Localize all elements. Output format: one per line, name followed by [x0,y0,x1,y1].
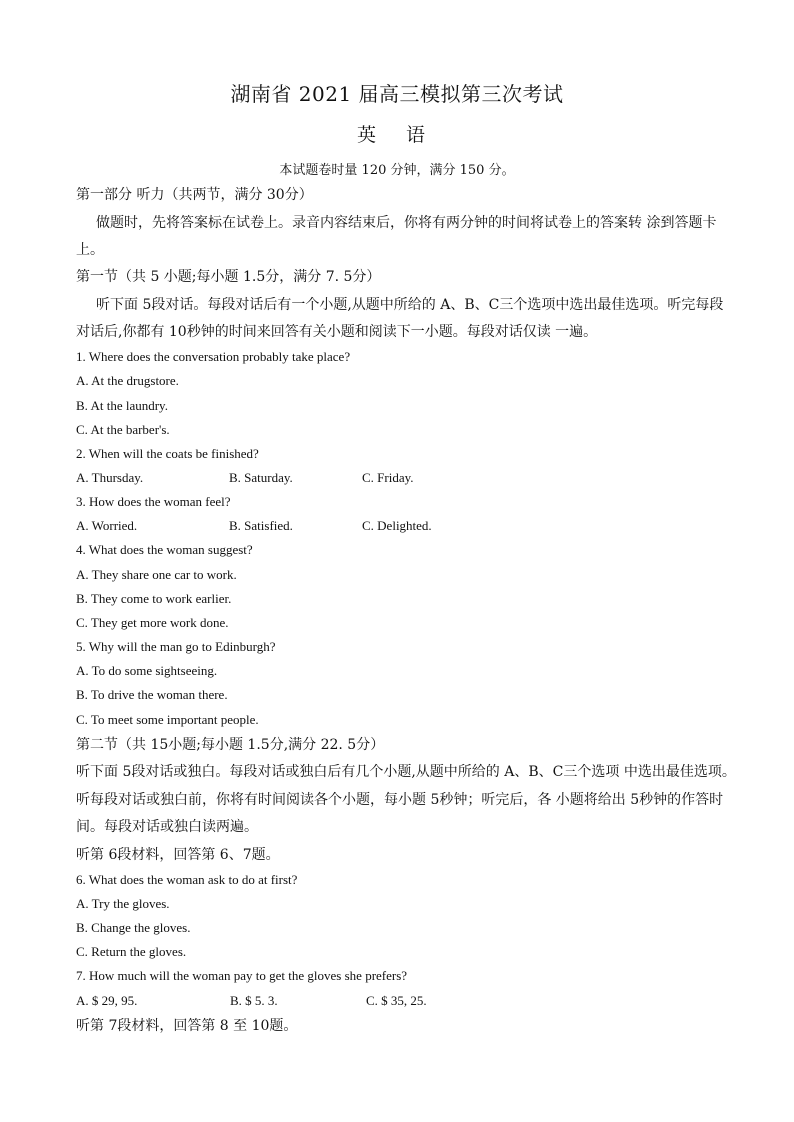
question-5-option-a: A. To do some sightseeing. [76,663,218,678]
question-2-option-b: B. Saturday. [229,470,293,485]
question-1-option-c: C. At the barber's. [76,422,170,437]
question-5-stem: 5. Why will the man go to Edinburgh? [76,639,276,654]
material-6-heading: 听第 6段材料，回答第 6、7题。 [76,847,280,863]
exam-time-note: 本试题卷时量 120 分钟，满分 150 分。 [279,163,515,178]
section2-instruction-line3: 间。每段对话或独白读两遍。 [76,819,258,835]
part1-instruction-line2: 上。 [76,242,104,258]
subject-title: 英 语 [356,124,438,146]
question-4-option-a: A. They share one car to work. [76,567,237,582]
material-7-heading: 听第 7段材料，回答第 8 至 10题。 [76,1018,298,1034]
part1-instruction-line1: 做题时，先将答案标在试卷上。录音内容结束后，你将有两分钟的时间将试卷上的答案转 涂到答题卡 [96,215,717,231]
question-6-option-b: B. Change the gloves. [76,920,191,935]
question-3-option-c: C. Delighted. [362,518,432,533]
section2-instruction-line1: 听下面 5段对话或独白。每段对话或独白后有几个小题,从题中所给的 A、B、C三个选项 中选出最佳选项。 [76,764,736,780]
question-4-stem: 4. What does the woman suggest? [76,542,253,557]
question-2-option-c: C. Friday. [362,470,414,485]
question-1-stem: 1. Where does the conversation probably take place? [76,349,351,364]
section2-instruction-line2: 听每段对话或独白前，你将有时间阅读各个小题，每小题 5秒钟；听完后，各 小题将给出 5秒钟的作答时 [76,792,724,808]
question-1-option-b: B. At the laundry. [76,398,168,413]
page-title: 湖南省 2021 届高三模拟第三次考试 [230,82,564,106]
question-2-stem: 2. When will the coats be finished? [76,446,259,461]
question-3-option-a: A. Worried. [76,518,138,533]
part1-heading: 第一部分 听力（共两节，满分 30分） [76,187,313,203]
section1-heading: 第一节（共 5 小题;每小题 1.5分，满分 7. 5分） [76,269,381,285]
question-2-option-a: A. Thursday. [76,470,144,485]
question-4-option-c: C. They get more work done. [76,615,229,630]
question-7-stem: 7. How much will the woman pay to get the gloves she prefers? [76,968,408,983]
section2-heading: 第二节（共 15小题;每小题 1.5分,满分 22. 5分） [76,737,385,753]
section1-instruction-line1: 听下面 5段对话。每段对话后有一个小题,从题中所给的 A、B、C三个选项中选出最佳选项。听完每段 [96,297,724,313]
question-7-option-a: A. $ 29, 95. [76,993,138,1008]
question-7-option-b: B. $ 5. 3. [230,993,278,1008]
question-6-option-c: C. Return the gloves. [76,944,187,959]
question-3-stem: 3. How does the woman feel? [76,494,231,509]
question-5-option-b: B. To drive the woman there. [76,687,228,702]
question-7-option-c: C. $ 35, 25. [366,993,427,1008]
section1-instruction-line2: 对话后,你都有 10秒钟的时间来回答有关小题和阅读下一小题。每段对话仅读 一遍。 [76,324,598,340]
question-4-option-b: B. They come to work earlier. [76,591,232,606]
question-6-option-a: A. Try the gloves. [76,896,170,911]
question-6-stem: 6. What does the woman ask to do at first? [76,872,298,887]
question-1-option-a: A. At the drugstore. [76,373,179,388]
question-5-option-c: C. To meet some important people. [76,712,259,727]
question-3-option-b: B. Satisfied. [229,518,293,533]
